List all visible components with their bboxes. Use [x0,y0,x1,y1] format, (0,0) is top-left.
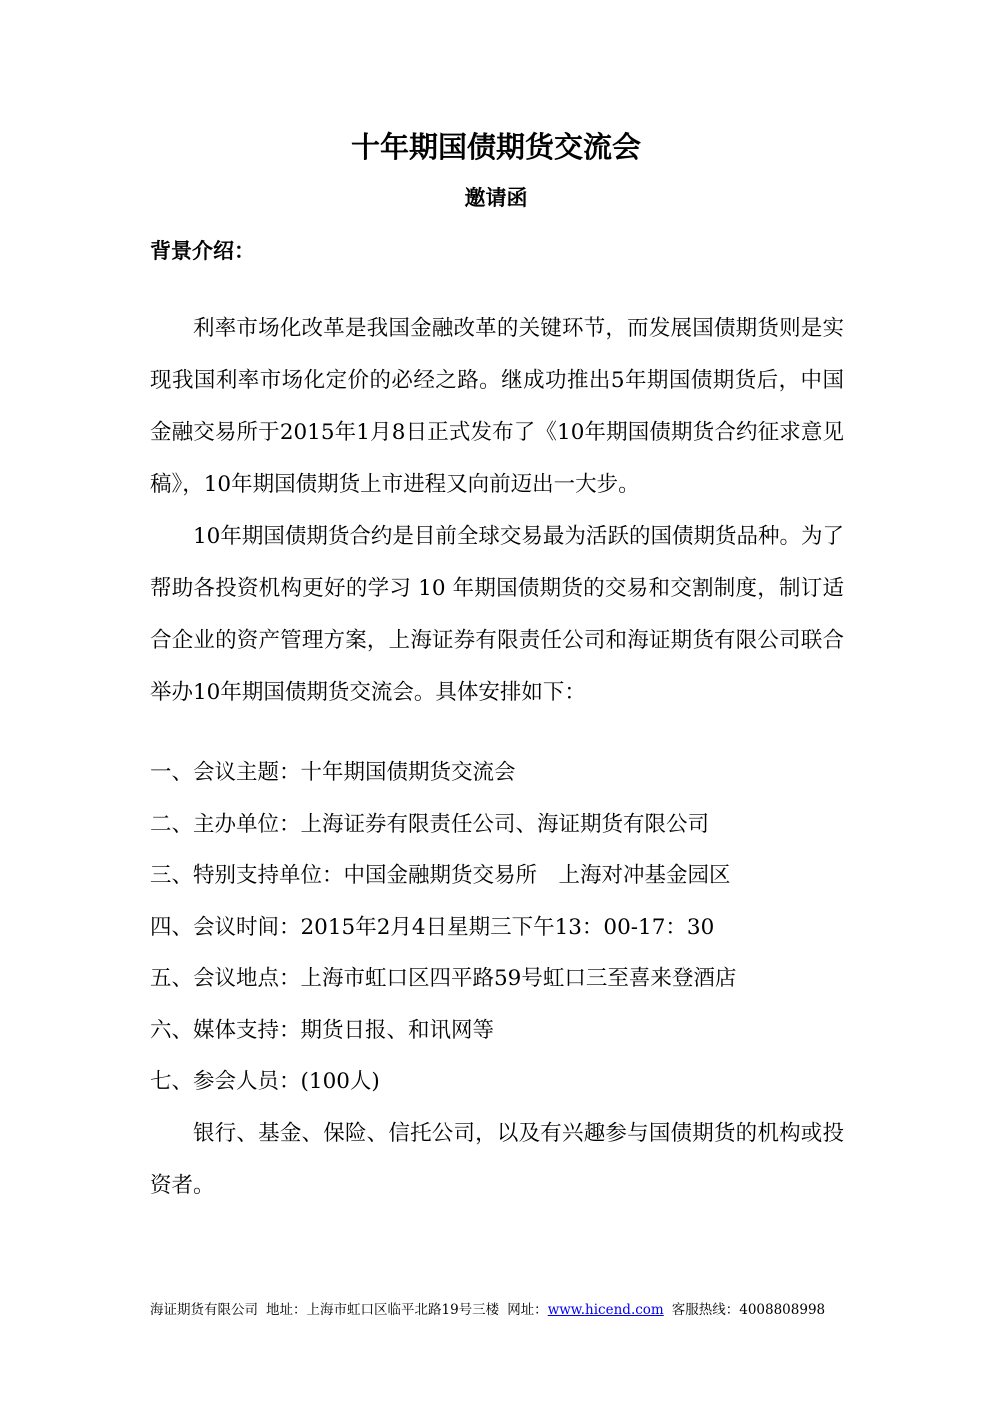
background-heading: 背景介绍： [150,238,255,263]
background-paragraph-1: 利率市场化改革是我国金融改革的关键环节，而发展国债期货则是实现我国利率市场化定价的必经之路。继成功推出5年期国债期货后，中国金融交易所于2015年1月8日正式发布了《10年期国债期货合约征求意见稿》，10年期国债期货上市进程又向前迈出一大步。 [150,316,844,497]
footer-website-link[interactable]: www.hicend.com [547,1302,664,1318]
arrangement-item-organizers: 二、主办单位：上海证券有限责任公司、海证期货有限公司 [150,811,710,837]
document-subtitle: 邀请函 [464,185,528,210]
footer-website-label: 网址： [507,1302,548,1318]
arrangement-item-media: 六、媒体支持：期货日报、和讯网等 [150,1017,495,1043]
arrangement-item-theme: 一、会议主题：十年期国债期货交流会 [150,760,516,785]
background-paragraph-2: 10年期国债期货合约是目前全球交易最为活跃的国债期货品种。为了帮助各投资机构更好的学习 10 年期国债期货的交易和交割制度，制订适合企业的资产管理方案，上海证券有限责任公司和海证期货有限公司联合举办10年期国债期货交流会。具体安排如下： [150,524,844,705]
footer-hotline: 客服热线：4008808998 [671,1302,826,1318]
arrangement-item-venue: 五、会议地点：上海市虹口区四平路59号虹口三至喜来登酒店 [150,966,737,991]
arrangement-list [150,747,844,1108]
arrangement-item-supporters: 三、特别支持单位：中国金融期货交易所 上海对冲基金园区 [150,863,731,888]
arrangement-item-time: 四、会议时间：2015年2月4日星期三下午13：00-17：30 [150,914,715,940]
footer-company: 海证期货有限公司 [150,1302,258,1318]
footer-address: 地址：上海市虹口区临平北路19号三楼 [266,1302,500,1318]
arrangement-item-attendees: 七、参会人员：(100人) [150,1069,380,1094]
attendees-paragraph: 银行、基金、保险、信托公司，以及有兴趣参与国债期货的机构或投资者。 [150,1121,844,1198]
document-title: 十年期国债期货交流会 [350,130,641,164]
page-footer [150,1300,844,1320]
